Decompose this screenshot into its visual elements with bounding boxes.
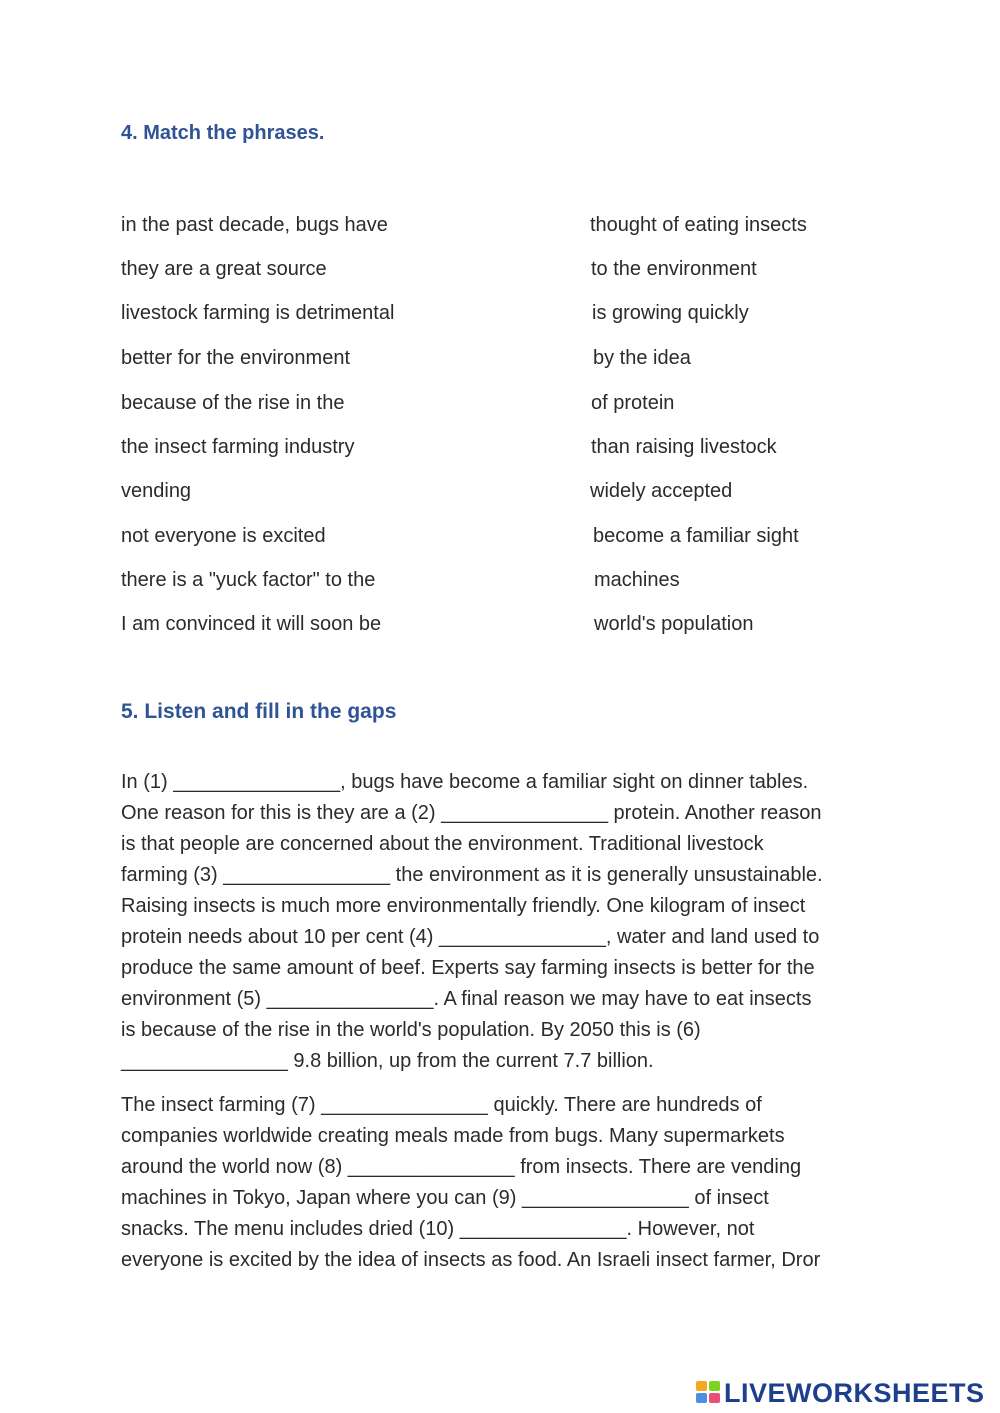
liveworksheets-logo-icon	[696, 1381, 722, 1405]
match-right-phrase: is growing quickly	[592, 302, 749, 324]
match-right-phrase: thought of eating insects	[590, 214, 807, 236]
text-line: farming (3) _______________ the environment as it is generally unsustainable.	[121, 864, 823, 886]
text-line: In (1) _______________, bugs have become a familiar sight on dinner tables.	[121, 771, 809, 793]
match-left-phrase: the insect farming industry	[121, 436, 355, 458]
text-line: The insect farming (7) _______________ quickly. There are hundreds of	[121, 1094, 762, 1116]
text-line: machines in Tokyo, Japan where you can (9) _______________ of insect	[121, 1187, 769, 1209]
match-left-phrase: livestock farming is detrimental	[121, 302, 395, 324]
match-row	[0, 609, 1000, 639]
text-line: protein needs about 10 per cent (4) _______________, water and land used to	[121, 926, 820, 948]
match-row	[0, 565, 1000, 595]
match-right-phrase: world's population	[594, 613, 754, 635]
match-right-phrase: by the idea	[593, 347, 691, 369]
brand-name: LIVEWORKSHEETS	[724, 1377, 985, 1408]
text-line: is because of the rise in the world's population. By 2050 this is (6)	[121, 1019, 701, 1041]
match-left-phrase: not everyone is excited	[121, 525, 326, 547]
match-row	[0, 254, 1000, 284]
text-line: is that people are concerned about the environment. Traditional livestock	[121, 833, 764, 855]
match-right-phrase: become a familiar sight	[593, 525, 799, 547]
match-row	[0, 432, 1000, 462]
liveworksheets-logo	[696, 1378, 985, 1408]
match-right-phrase: machines	[594, 569, 680, 591]
exercise-5-title: 5. Listen and fill in the gaps	[121, 700, 397, 723]
match-left-phrase: in the past decade, bugs have	[121, 214, 388, 236]
match-row	[0, 476, 1000, 506]
text-line: Raising insects is much more environmentally friendly. One kilogram of insect	[121, 895, 806, 917]
text-line: everyone is excited by the idea of insects as food. An Israeli insect farmer, Dror	[121, 1249, 821, 1271]
match-row	[0, 210, 1000, 240]
match-row	[0, 388, 1000, 418]
gap-fill-paragraph-2	[121, 1090, 881, 1276]
text-line: environment (5) _______________. A final reason we may have to eat insects	[121, 988, 812, 1010]
gap-fill-paragraph-1	[121, 767, 881, 1077]
text-line: produce the same amount of beef. Experts say farming insects is better for the	[121, 957, 815, 979]
match-left-phrase: there is a "yuck factor" to the	[121, 569, 376, 591]
text-line: companies worldwide creating meals made from bugs. Many supermarkets	[121, 1125, 785, 1147]
match-left-phrase: they are a great source	[121, 258, 327, 280]
match-row	[0, 521, 1000, 551]
text-line: snacks. The menu includes dried (10) _______________. However, not	[121, 1218, 755, 1240]
match-left-phrase: because of the rise in the	[121, 392, 345, 414]
exercise-4-title: 4. Match the phrases.	[121, 122, 325, 144]
match-right-phrase: than raising livestock	[591, 436, 777, 458]
match-right-phrase: widely accepted	[590, 480, 733, 502]
text-line: around the world now (8) _______________ from insects. There are vending	[121, 1156, 802, 1178]
match-left-phrase: I am convinced it will soon be	[121, 613, 382, 635]
match-row	[0, 343, 1000, 373]
match-right-phrase: of protein	[591, 392, 675, 414]
match-left-phrase: vending	[121, 480, 192, 502]
text-line: _______________ 9.8 billion, up from the current 7.7 billion.	[121, 1050, 654, 1072]
match-row	[0, 298, 1000, 328]
match-left-phrase: better for the environment	[121, 347, 351, 369]
text-line: One reason for this is they are a (2) _______________ protein. Another reason	[121, 802, 822, 824]
match-right-phrase: to the environment	[591, 258, 757, 280]
